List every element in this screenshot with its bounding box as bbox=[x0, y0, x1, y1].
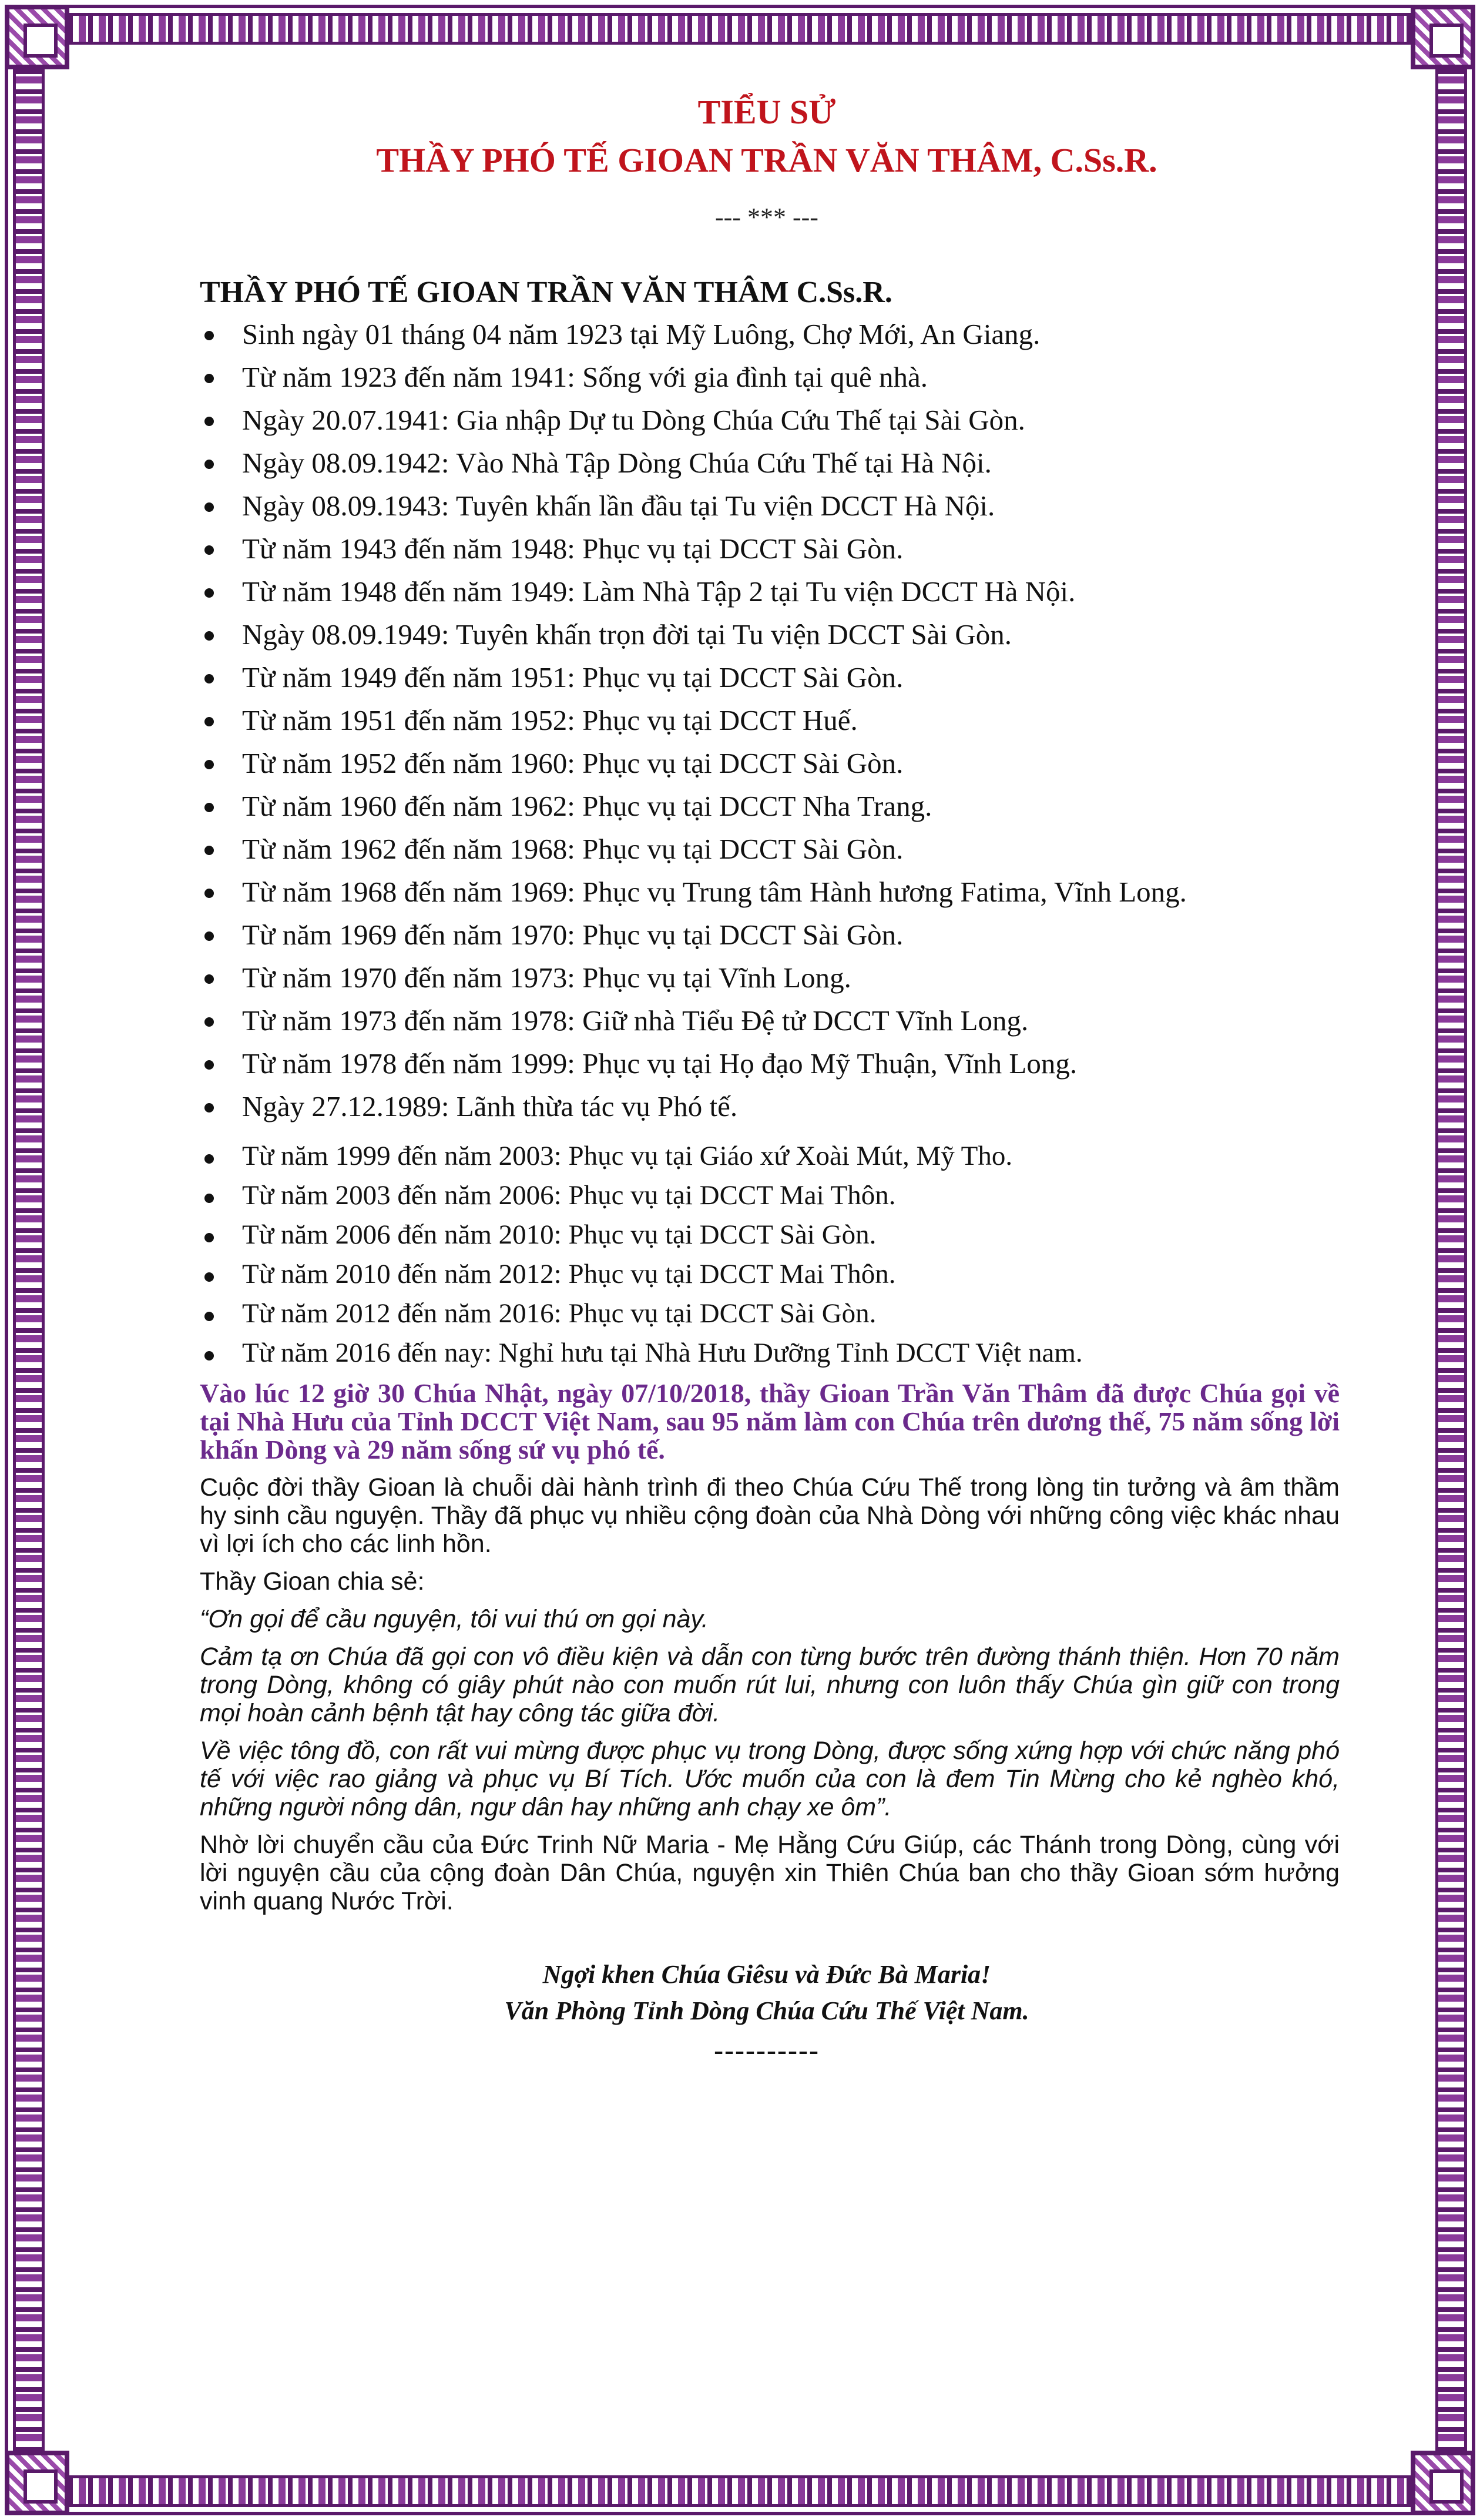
timeline-item: Từ năm 1948 đến năm 1949: Làm Nhà Tập 2 tại Tu viện DCCT Hà Nội. bbox=[194, 575, 1340, 608]
border-right bbox=[1435, 13, 1467, 2507]
border-bottom bbox=[13, 2475, 1467, 2507]
life-paragraph: Cuộc đời thầy Gioan là chuỗi dài hành trình đi theo Chúa Cứu Thế trong lòng tin tưởng và âm thầm hy sinh cầu nguyện. Thầy đã phục vụ nhiều cộng đoàn của Nhà Dòng với những công việc khác nhau vì lợi ích cho các linh hồn. bbox=[200, 1473, 1340, 1558]
timeline-item: Từ năm 1943 đến năm 1948: Phục vụ tại DCCT Sài Gòn. bbox=[194, 532, 1340, 565]
end-separator: ---------- bbox=[714, 2035, 820, 2066]
quote-apostolate: Về việc tông đồ, con rất vui mừng được phục vụ trong Dòng, được sống xứng hợp với chức năng phó tế với việc rao giảng và phục vụ Bí Tích. Ước muốn của con là đem Tin Mừng cho kẻ nghèo khó, những người nông dân, ngư dân hay những anh chạy xe ôm”. bbox=[200, 1737, 1340, 1821]
timeline-item: Từ năm 2003 đến năm 2006: Phục vụ tại DCCT Mai Thôn. bbox=[194, 1181, 1340, 1210]
timeline-item: Từ năm 1951 đến năm 1952: Phục vụ tại DCCT Huế. bbox=[194, 704, 1340, 737]
section-heading: THẦY PHÓ TẾ GIOAN TRẦN VĂN THÂM C.Ss.R. bbox=[200, 276, 892, 309]
timeline-item: Sinh ngày 01 tháng 04 năm 1923 tại Mỹ Luông, Chợ Mới, An Giang. bbox=[194, 318, 1340, 351]
timeline-list bbox=[194, 318, 1340, 1123]
timeline-item: Ngày 20.07.1941: Gia nhập Dự tu Dòng Chúa Cứu Thế tại Sài Gòn. bbox=[194, 404, 1340, 437]
timeline-item: Từ năm 2006 đến năm 2010: Phục vụ tại DCCT Sài Gòn. bbox=[194, 1220, 1340, 1249]
corner-ornament-top-right bbox=[1411, 5, 1475, 69]
title-separator: --- *** --- bbox=[715, 203, 818, 232]
corner-ornament-bottom-right bbox=[1411, 2451, 1475, 2515]
timeline-item: Từ năm 1962 đến năm 1968: Phục vụ tại DCCT Sài Gòn. bbox=[194, 833, 1340, 866]
timeline-item: Từ năm 1952 đến năm 1960: Phục vụ tại DCCT Sài Gòn. bbox=[194, 747, 1340, 780]
prayer-paragraph: Nhờ lời chuyển cầu của Đức Trinh Nữ Maria - Mẹ Hằng Cứu Giúp, các Thánh trong Dòng, cùng với lời nguyện cầu của cộng đoàn Dân Chúa, nguyện xin Thiên Chúa ban cho thầy Gioan sớm hưởng vinh quang Nước Trời. bbox=[200, 1831, 1340, 1915]
timeline-item: Từ năm 2010 đến năm 2012: Phục vụ tại DCCT Mai Thôn. bbox=[194, 1259, 1340, 1289]
timeline-item: Ngày 08.09.1949: Tuyên khấn trọn đời tại Tu viện DCCT Sài Gòn. bbox=[194, 618, 1340, 651]
closing-praise: Ngợi khen Chúa Giêsu và Đức Bà Maria! bbox=[542, 1960, 991, 1989]
timeline-list-late bbox=[194, 1141, 1340, 1368]
timeline-item: Từ năm 1973 đến năm 1978: Giữ nhà Tiểu Đệ tử DCCT Vĩnh Long. bbox=[194, 1004, 1340, 1037]
border-top bbox=[13, 13, 1467, 45]
timeline-item: Từ năm 1949 đến năm 1951: Phục vụ tại DCCT Sài Gòn. bbox=[194, 661, 1340, 694]
death-notice: Vào lúc 12 giờ 30 Chúa Nhật, ngày 07/10/2018, thầy Gioan Trần Văn Thâm đã được Chúa gọi về tại Nhà Hưu của Tỉnh DCCT Việt Nam, sau 95 năm làm con Chúa trên dương thế, 75 năm sống lời khấn Dòng và 29 năm sống sứ vụ phó tế. bbox=[200, 1378, 1340, 1465]
timeline-item: Ngày 08.09.1942: Vào Nhà Tập Dòng Chúa Cứu Thế tại Hà Nội. bbox=[194, 447, 1340, 480]
timeline-item: Từ năm 2016 đến nay: Nghỉ hưu tại Nhà Hưu Dưỡng Tỉnh DCCT Việt nam. bbox=[194, 1338, 1340, 1368]
timeline-item: Từ năm 1970 đến năm 1973: Phục vụ tại Vĩnh Long. bbox=[194, 961, 1340, 994]
timeline-item: Từ năm 1968 đến năm 1969: Phục vụ Trung tâm Hành hương Fatima, Vĩnh Long. bbox=[194, 876, 1340, 909]
timeline-item: Từ năm 1969 đến năm 1970: Phục vụ tại DCCT Sài Gòn. bbox=[194, 919, 1340, 951]
timeline-item: Ngày 08.09.1943: Tuyên khấn lần đầu tại Tu viện DCCT Hà Nội. bbox=[194, 490, 1340, 522]
quote-vocation: “Ơn gọi để cầu nguyện, tôi vui thú ơn gọi này. bbox=[200, 1605, 709, 1633]
corner-ornament-top-left bbox=[5, 5, 69, 69]
timeline-item: Từ năm 1999 đến năm 2003: Phục vụ tại Giáo xứ Xoài Mút, Mỹ Tho. bbox=[194, 1141, 1340, 1171]
timeline-item: Từ năm 1978 đến năm 1999: Phục vụ tại Họ đạo Mỹ Thuận, Vĩnh Long. bbox=[194, 1047, 1340, 1080]
corner-ornament-bottom-left bbox=[5, 2451, 69, 2515]
document-body bbox=[194, 88, 1340, 2066]
timeline-item: Ngày 27.12.1989: Lãnh thừa tác vụ Phó tế. bbox=[194, 1090, 1340, 1123]
timeline-item: Từ năm 2012 đến năm 2016: Phục vụ tại DCCT Sài Gòn. bbox=[194, 1299, 1340, 1328]
title-line-1: TIỂU SỬ bbox=[697, 93, 836, 131]
timeline-item: Từ năm 1923 đến năm 1941: Sống với gia đình tại quê nhà. bbox=[194, 361, 1340, 394]
closing-block bbox=[194, 1956, 1340, 2066]
closing-signature: Văn Phòng Tỉnh Dòng Chúa Cứu Thế Việt Nam. bbox=[504, 1996, 1029, 2025]
title-line-2: THẦY PHÓ TẾ GIOAN TRẦN VĂN THÂM, C.Ss.R. bbox=[376, 141, 1157, 179]
timeline-item: Từ năm 1960 đến năm 1962: Phục vụ tại DCCT Nha Trang. bbox=[194, 790, 1340, 823]
border-left bbox=[13, 13, 45, 2507]
quote-thanksgiving: Cảm tạ ơn Chúa đã gọi con vô điều kiện và dẫn con từng bước trên đường thánh thiện. Hơn 70 năm trong Dòng, không có giây phút nào con muốn rút lui, nhưng con luôn thấy Chúa gìn giữ con trong mọi hoàn cảnh bệnh tật hay công tác giữa đời. bbox=[200, 1643, 1340, 1727]
share-intro: Thầy Gioan chia sẻ: bbox=[200, 1567, 425, 1596]
